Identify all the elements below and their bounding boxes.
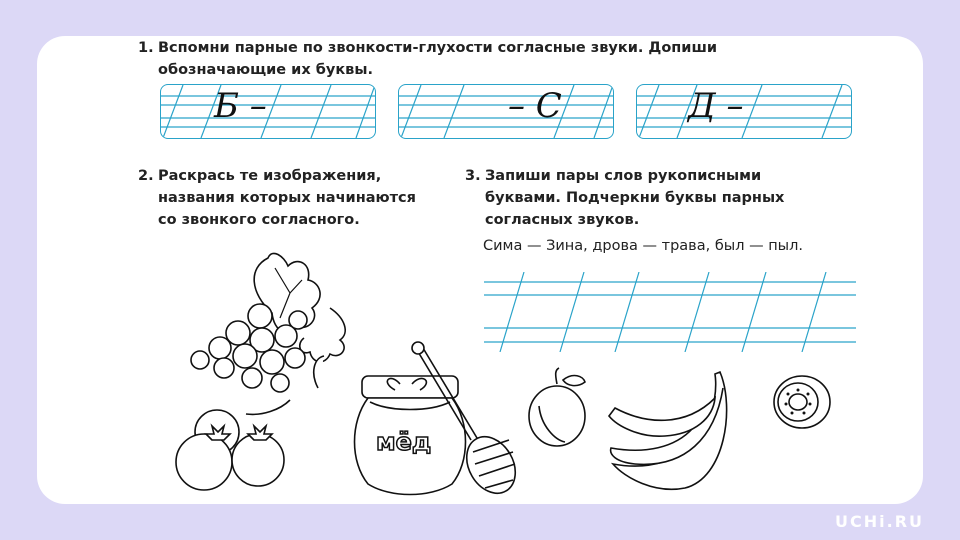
ruling-lines	[161, 85, 375, 138]
task1-number: 1.	[138, 40, 154, 56]
task2-instruction	[138, 165, 416, 231]
task3-words: Сима — Зина, дрова — трава, был — пыл.	[483, 238, 804, 254]
task1-instruction	[138, 37, 718, 81]
task2-line3: со звонкого согласного.	[158, 212, 360, 228]
task3-line2: буквами. Подчеркни буквы парных	[485, 190, 785, 206]
task3-line1: Запиши пары слов рукописными	[485, 168, 762, 184]
jar-label: мёд	[376, 428, 432, 456]
writing-cell-1[interactable]	[160, 84, 376, 139]
writing-cell-2[interactable]	[398, 84, 614, 139]
grapes-icon[interactable]	[180, 248, 370, 398]
task3-number: 3.	[465, 168, 481, 184]
handwriting-lines[interactable]	[480, 272, 856, 352]
cell1-letters: Б –	[214, 86, 267, 126]
tomatoes-icon[interactable]	[172, 392, 302, 494]
task2-number: 2.	[138, 168, 154, 184]
task2-line2: названия которых начинаются	[158, 190, 416, 206]
ruling-lines	[637, 85, 851, 138]
writing-cell-3[interactable]	[636, 84, 852, 139]
task3-instruction	[465, 165, 785, 231]
task3-line3: согласных звуков.	[485, 212, 640, 228]
task1-line1: Вспомни парные по звонкости-глухости согласные звуки. Допиши	[158, 40, 718, 56]
task2-line1: Раскрась те изображения,	[158, 168, 382, 184]
kiwi-icon[interactable]	[770, 372, 835, 432]
ruling-lines	[399, 85, 613, 138]
task1-line2: обозначающие их буквы.	[158, 62, 373, 78]
honey-dipper-icon[interactable]	[405, 340, 525, 500]
cell3-letters: Д –	[688, 86, 744, 126]
plum-icon[interactable]	[525, 366, 595, 448]
cell2-letters: – С	[508, 86, 562, 126]
bananas-icon[interactable]	[605, 368, 740, 498]
uchi-logo: UCHi.RU	[835, 512, 924, 531]
